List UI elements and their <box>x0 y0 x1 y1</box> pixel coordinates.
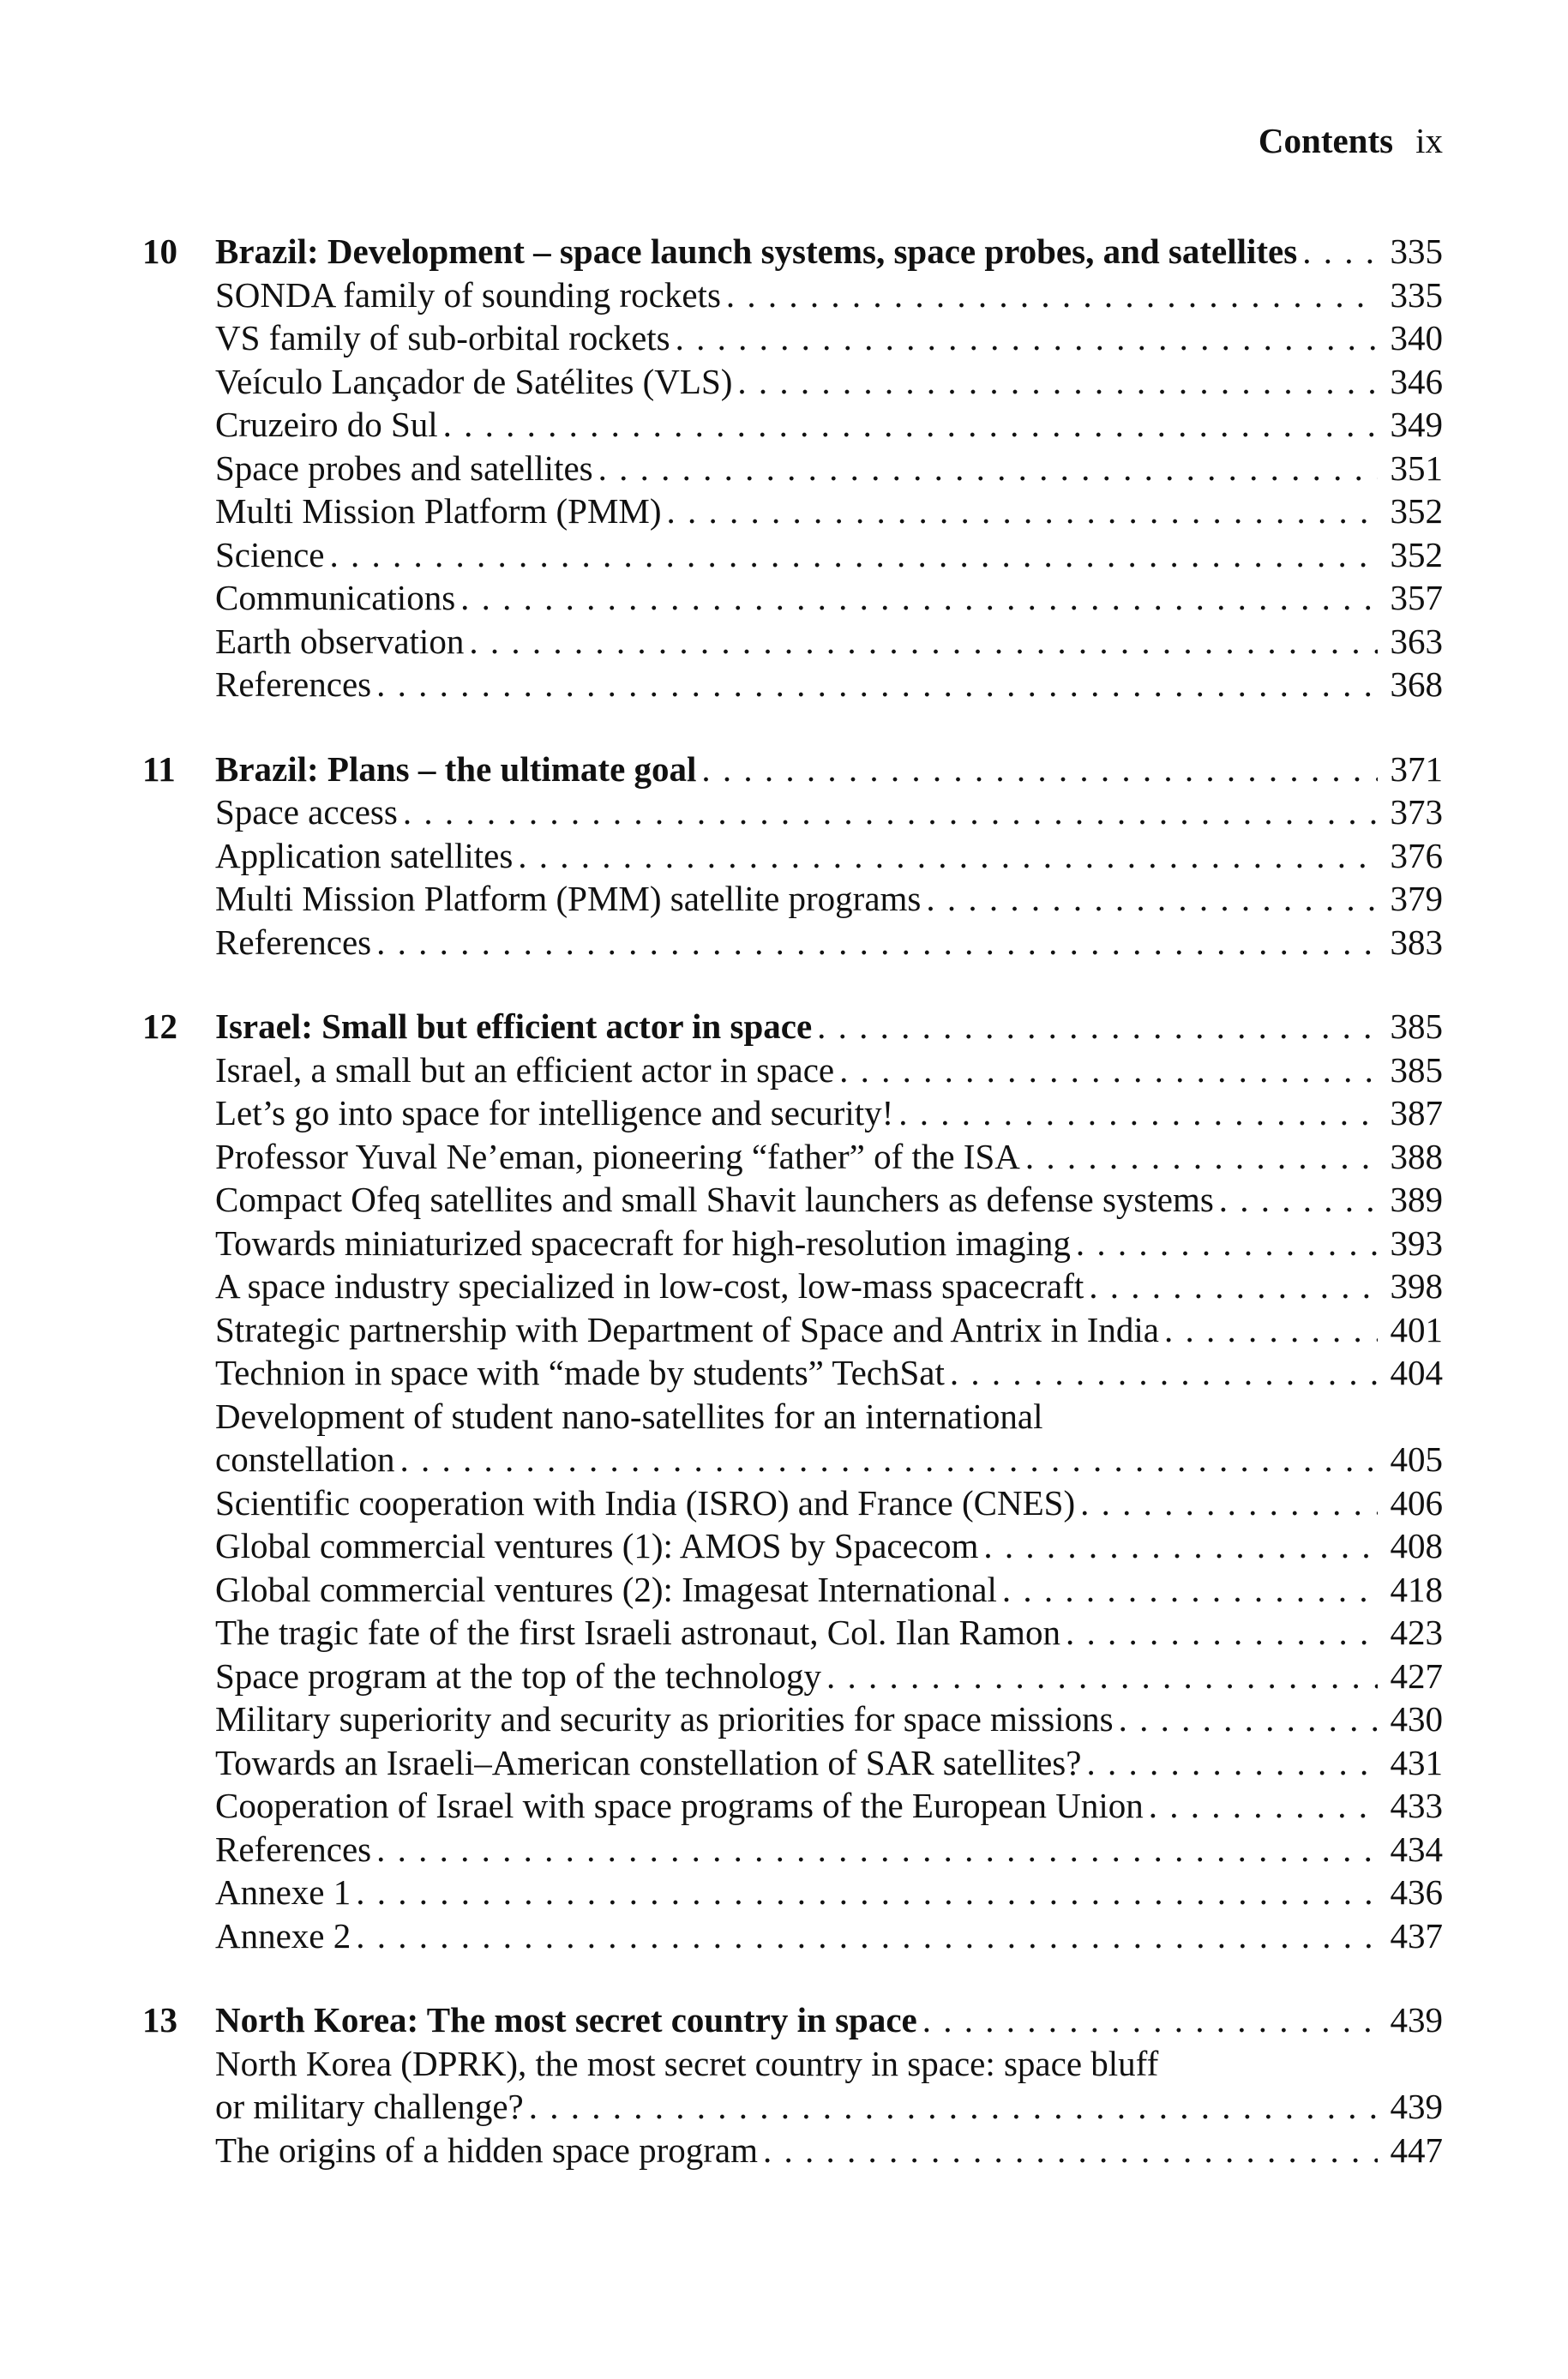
section-page-number: 431 <box>1390 1742 1443 1782</box>
toc-section-entry[interactable] <box>142 1308 1443 1352</box>
running-header <box>1259 118 1443 163</box>
chapter-page-number: 335 <box>1390 231 1443 271</box>
section-title: VS family of sub-orbital rockets <box>215 318 670 357</box>
section-page-number: 368 <box>1390 664 1443 704</box>
section-page-number: 406 <box>1390 1482 1443 1523</box>
section-page-number: 373 <box>1390 792 1443 832</box>
section-page-number: 389 <box>1390 1180 1443 1219</box>
toc-section-entry[interactable] <box>142 2085 1443 2129</box>
toc-chapter-entry[interactable] <box>142 1005 1443 1048</box>
section-title: Communications <box>215 578 456 617</box>
toc-section-entry[interactable] <box>142 921 1443 964</box>
toc-chapter <box>142 748 1443 964</box>
section-page-number: 437 <box>1390 1915 1443 1955</box>
dot-leader <box>817 1005 1378 1048</box>
section-title: The origins of a hidden space program <box>215 2130 759 2170</box>
section-title: Towards an Israeli–American constellation of SAR satellites? <box>215 1742 1082 1782</box>
dot-leader <box>1164 1308 1378 1352</box>
toc-section-entry[interactable] <box>142 834 1443 878</box>
chapter-page-number: 385 <box>1390 1006 1443 1046</box>
toc-section-entry[interactable] <box>142 1741 1443 1785</box>
section-page-number: 398 <box>1390 1266 1443 1306</box>
section-page-number: 447 <box>1390 2130 1443 2170</box>
section-title: Cruzeiro do Sul <box>215 405 438 444</box>
toc-section-entry[interactable] <box>142 1611 1443 1655</box>
section-page-number: 349 <box>1390 405 1443 444</box>
dot-leader <box>1149 1784 1378 1828</box>
section-page-number: 357 <box>1390 578 1443 617</box>
chapter-title: Brazil: Plans – the ultimate goal <box>215 748 697 789</box>
running-header-title: Contents <box>1258 121 1394 160</box>
section-title: Military superiority and security as priorities for space missions <box>215 1699 1114 1739</box>
chapter-title: North Korea: The most secret country in space <box>215 2000 917 2040</box>
dot-leader <box>898 1091 1378 1135</box>
section-page-number: 383 <box>1390 922 1443 962</box>
toc-section-entry[interactable] <box>142 1135 1443 1179</box>
toc-chapter-entry[interactable] <box>142 748 1443 791</box>
section-title: Annexe 2 <box>215 1915 351 1955</box>
toc-section-entry[interactable] <box>142 1438 1443 1481</box>
dot-leader <box>926 877 1378 921</box>
dot-leader <box>1002 1568 1378 1612</box>
dot-leader <box>400 1438 1378 1481</box>
dot-leader <box>826 1655 1378 1698</box>
section-page-number: 430 <box>1390 1699 1443 1739</box>
toc-section-entry[interactable] <box>142 533 1443 577</box>
toc-section-entry[interactable] <box>142 620 1443 664</box>
dot-leader <box>529 2085 1378 2129</box>
section-page-number: 436 <box>1390 1872 1443 1912</box>
dot-leader <box>598 447 1378 490</box>
section-page-number: 335 <box>1390 274 1443 315</box>
section-page-number: 351 <box>1390 448 1443 488</box>
chapter-page-number: 439 <box>1390 2000 1443 2040</box>
toc-section-entry[interactable] <box>142 576 1443 620</box>
toc-section-entry-line1[interactable] <box>142 1395 1443 1439</box>
section-title: Earth observation <box>215 621 465 661</box>
section-page-number: 385 <box>1390 1049 1443 1090</box>
section-page-number: 376 <box>1390 835 1443 875</box>
section-title: Towards miniaturized spacecraft for high-resolution imaging <box>215 1223 1071 1263</box>
dot-leader <box>950 1351 1378 1395</box>
dot-leader <box>460 576 1378 620</box>
section-title: Multi Mission Platform (PMM) <box>215 491 662 531</box>
toc-section-entry[interactable] <box>142 1481 1443 1525</box>
dot-leader <box>376 1828 1378 1871</box>
dot-leader <box>1080 1481 1378 1525</box>
dot-leader <box>356 1871 1378 1914</box>
toc-section-entry[interactable] <box>142 1655 1443 1698</box>
toc-chapter <box>142 1005 1443 1957</box>
dot-leader <box>376 921 1378 964</box>
section-page-number: 352 <box>1390 491 1443 531</box>
toc-section-entry[interactable] <box>142 1091 1443 1135</box>
chapter-number: 10 <box>142 231 177 271</box>
section-title: Space program at the top of the technology <box>215 1655 822 1696</box>
toc-section-entry[interactable] <box>142 447 1443 490</box>
section-title: Global commercial ventures (2): Imagesat International <box>215 1569 997 1609</box>
section-title: Annexe 1 <box>215 1872 351 1912</box>
chapter-title: Israel: Small but efficient actor in space <box>215 1006 813 1046</box>
chapter-number: 12 <box>142 1006 177 1046</box>
toc-section-entry[interactable] <box>142 1568 1443 1612</box>
toc-section-entry[interactable] <box>142 877 1443 921</box>
toc-chapter-entry[interactable] <box>142 1998 1443 2042</box>
dot-leader <box>1302 230 1378 273</box>
dot-leader <box>667 490 1378 533</box>
toc-section-entry[interactable] <box>142 316 1443 360</box>
section-title: Scientific cooperation with India (ISRO) and France (CNES) <box>215 1482 1076 1523</box>
dot-leader <box>983 1524 1378 1568</box>
dot-leader <box>403 790 1378 834</box>
section-title: Application satellites <box>215 835 514 875</box>
toc-section-entry-line1[interactable] <box>142 2042 1443 2086</box>
section-page-number: 363 <box>1390 621 1443 661</box>
section-title: Space access <box>215 792 398 832</box>
dot-leader <box>1089 1265 1378 1308</box>
toc-section-entry[interactable] <box>142 1784 1443 1828</box>
section-title: Israel, a small but an efficient actor in space <box>215 1049 835 1090</box>
dot-leader <box>356 1914 1378 1958</box>
section-page-number: 423 <box>1390 1613 1443 1652</box>
toc-section-entry[interactable] <box>142 273 1443 317</box>
section-page-number: 433 <box>1390 1786 1443 1825</box>
section-page-number: 340 <box>1390 318 1443 357</box>
toc-section-entry[interactable] <box>142 2129 1443 2172</box>
toc-chapter-entry[interactable] <box>142 230 1443 273</box>
section-page-number: 387 <box>1390 1093 1443 1132</box>
dot-leader <box>839 1048 1378 1092</box>
section-title: Veículo Lançador de Satélites (VLS) <box>215 361 733 401</box>
section-title: References <box>215 922 372 962</box>
dot-leader <box>1076 1222 1378 1265</box>
dot-leader <box>1086 1741 1378 1785</box>
section-title: References <box>215 664 372 704</box>
dot-leader <box>376 663 1378 706</box>
dot-leader <box>1025 1135 1378 1179</box>
dot-leader <box>1066 1611 1378 1655</box>
dot-leader <box>1119 1697 1378 1741</box>
section-page-number: 439 <box>1390 2087 1443 2126</box>
section-title: Technion in space with “made by students” TechSat <box>215 1353 945 1392</box>
section-page-number: 388 <box>1390 1136 1443 1176</box>
section-page-number: 408 <box>1390 1526 1443 1565</box>
toc-section-entry[interactable] <box>142 1351 1443 1395</box>
section-title: Global commercial ventures (1): AMOS by Spacecom <box>215 1526 979 1565</box>
toc-section-entry[interactable] <box>142 1697 1443 1741</box>
dot-leader <box>329 533 1378 577</box>
section-page-number: 346 <box>1390 361 1443 401</box>
section-title: Science <box>215 534 325 574</box>
section-page-number: 352 <box>1390 534 1443 574</box>
dot-leader <box>726 273 1378 317</box>
toc-section-entry[interactable] <box>142 790 1443 834</box>
dot-leader <box>469 620 1378 664</box>
dot-leader <box>701 748 1378 791</box>
toc-section-entry[interactable] <box>142 663 1443 706</box>
section-page-number: 434 <box>1390 1829 1443 1869</box>
toc-section-entry[interactable] <box>142 360 1443 404</box>
toc-section-entry[interactable] <box>142 1265 1443 1308</box>
toc-chapter <box>142 230 1443 706</box>
section-page-number: 405 <box>1390 1439 1443 1479</box>
section-page-number: 379 <box>1390 879 1443 918</box>
section-title: Strategic partnership with Department of Space and Antrix in India <box>215 1309 1159 1349</box>
toc-section-entry[interactable] <box>142 1222 1443 1265</box>
dot-leader <box>922 1998 1378 2042</box>
toc-section-entry[interactable] <box>142 490 1443 533</box>
toc-section-entry[interactable] <box>142 1178 1443 1222</box>
toc-section-entry[interactable] <box>142 1828 1443 1871</box>
toc-section-entry[interactable] <box>142 1914 1443 1958</box>
toc-chapter <box>142 1998 1443 2172</box>
section-title: A space industry specialized in low-cost, low-mass spacecraft <box>215 1266 1084 1306</box>
section-title: Let’s go into space for intelligence and security! <box>215 1093 894 1132</box>
dot-leader <box>518 834 1378 878</box>
section-page-number: 427 <box>1390 1655 1443 1696</box>
toc-section-entry[interactable] <box>142 403 1443 447</box>
section-page-number: 404 <box>1390 1353 1443 1392</box>
chapter-number: 13 <box>142 2000 177 2040</box>
toc-section-entry[interactable] <box>142 1048 1443 1092</box>
chapter-title: Brazil: Development – space launch systems, space probes, and satellites <box>215 231 1298 271</box>
section-title: The tragic fate of the first Israeli astronaut, Col. Ilan Ramon <box>215 1613 1060 1652</box>
section-title-line1: North Korea (DPRK), the most secret country in space: space bluff <box>215 2043 1159 2083</box>
section-title: Cooperation of Israel with space programs of the European Union <box>215 1786 1144 1825</box>
section-page-number: 401 <box>1390 1309 1443 1349</box>
toc-section-entry[interactable] <box>142 1524 1443 1568</box>
dot-leader <box>737 360 1378 404</box>
section-title: Space probes and satellites <box>215 448 593 488</box>
section-title: Compact Ofeq satellites and small Shavit launchers as defense systems <box>215 1180 1214 1219</box>
section-title-line1: Development of student nano-satellites for an international <box>215 1396 1043 1436</box>
running-header-page-number: ix <box>1415 121 1443 160</box>
table-of-contents <box>142 230 1443 2213</box>
section-title: Professor Yuval Ne’eman, pioneering “father” of the ISA <box>215 1136 1020 1176</box>
dot-leader <box>443 403 1378 447</box>
section-title: or military challenge? <box>215 2087 524 2126</box>
section-title: SONDA family of sounding rockets <box>215 274 721 315</box>
chapter-page-number: 371 <box>1390 748 1443 789</box>
section-title: Multi Mission Platform (PMM) satellite programs <box>215 879 922 918</box>
section-page-number: 418 <box>1390 1569 1443 1609</box>
section-title: References <box>215 1829 372 1869</box>
dot-leader <box>763 2129 1378 2172</box>
section-title: constellation <box>215 1439 395 1479</box>
dot-leader <box>1219 1178 1378 1222</box>
toc-section-entry[interactable] <box>142 1871 1443 1914</box>
section-page-number: 393 <box>1390 1223 1443 1263</box>
chapter-number: 11 <box>142 748 176 789</box>
dot-leader <box>676 316 1378 360</box>
